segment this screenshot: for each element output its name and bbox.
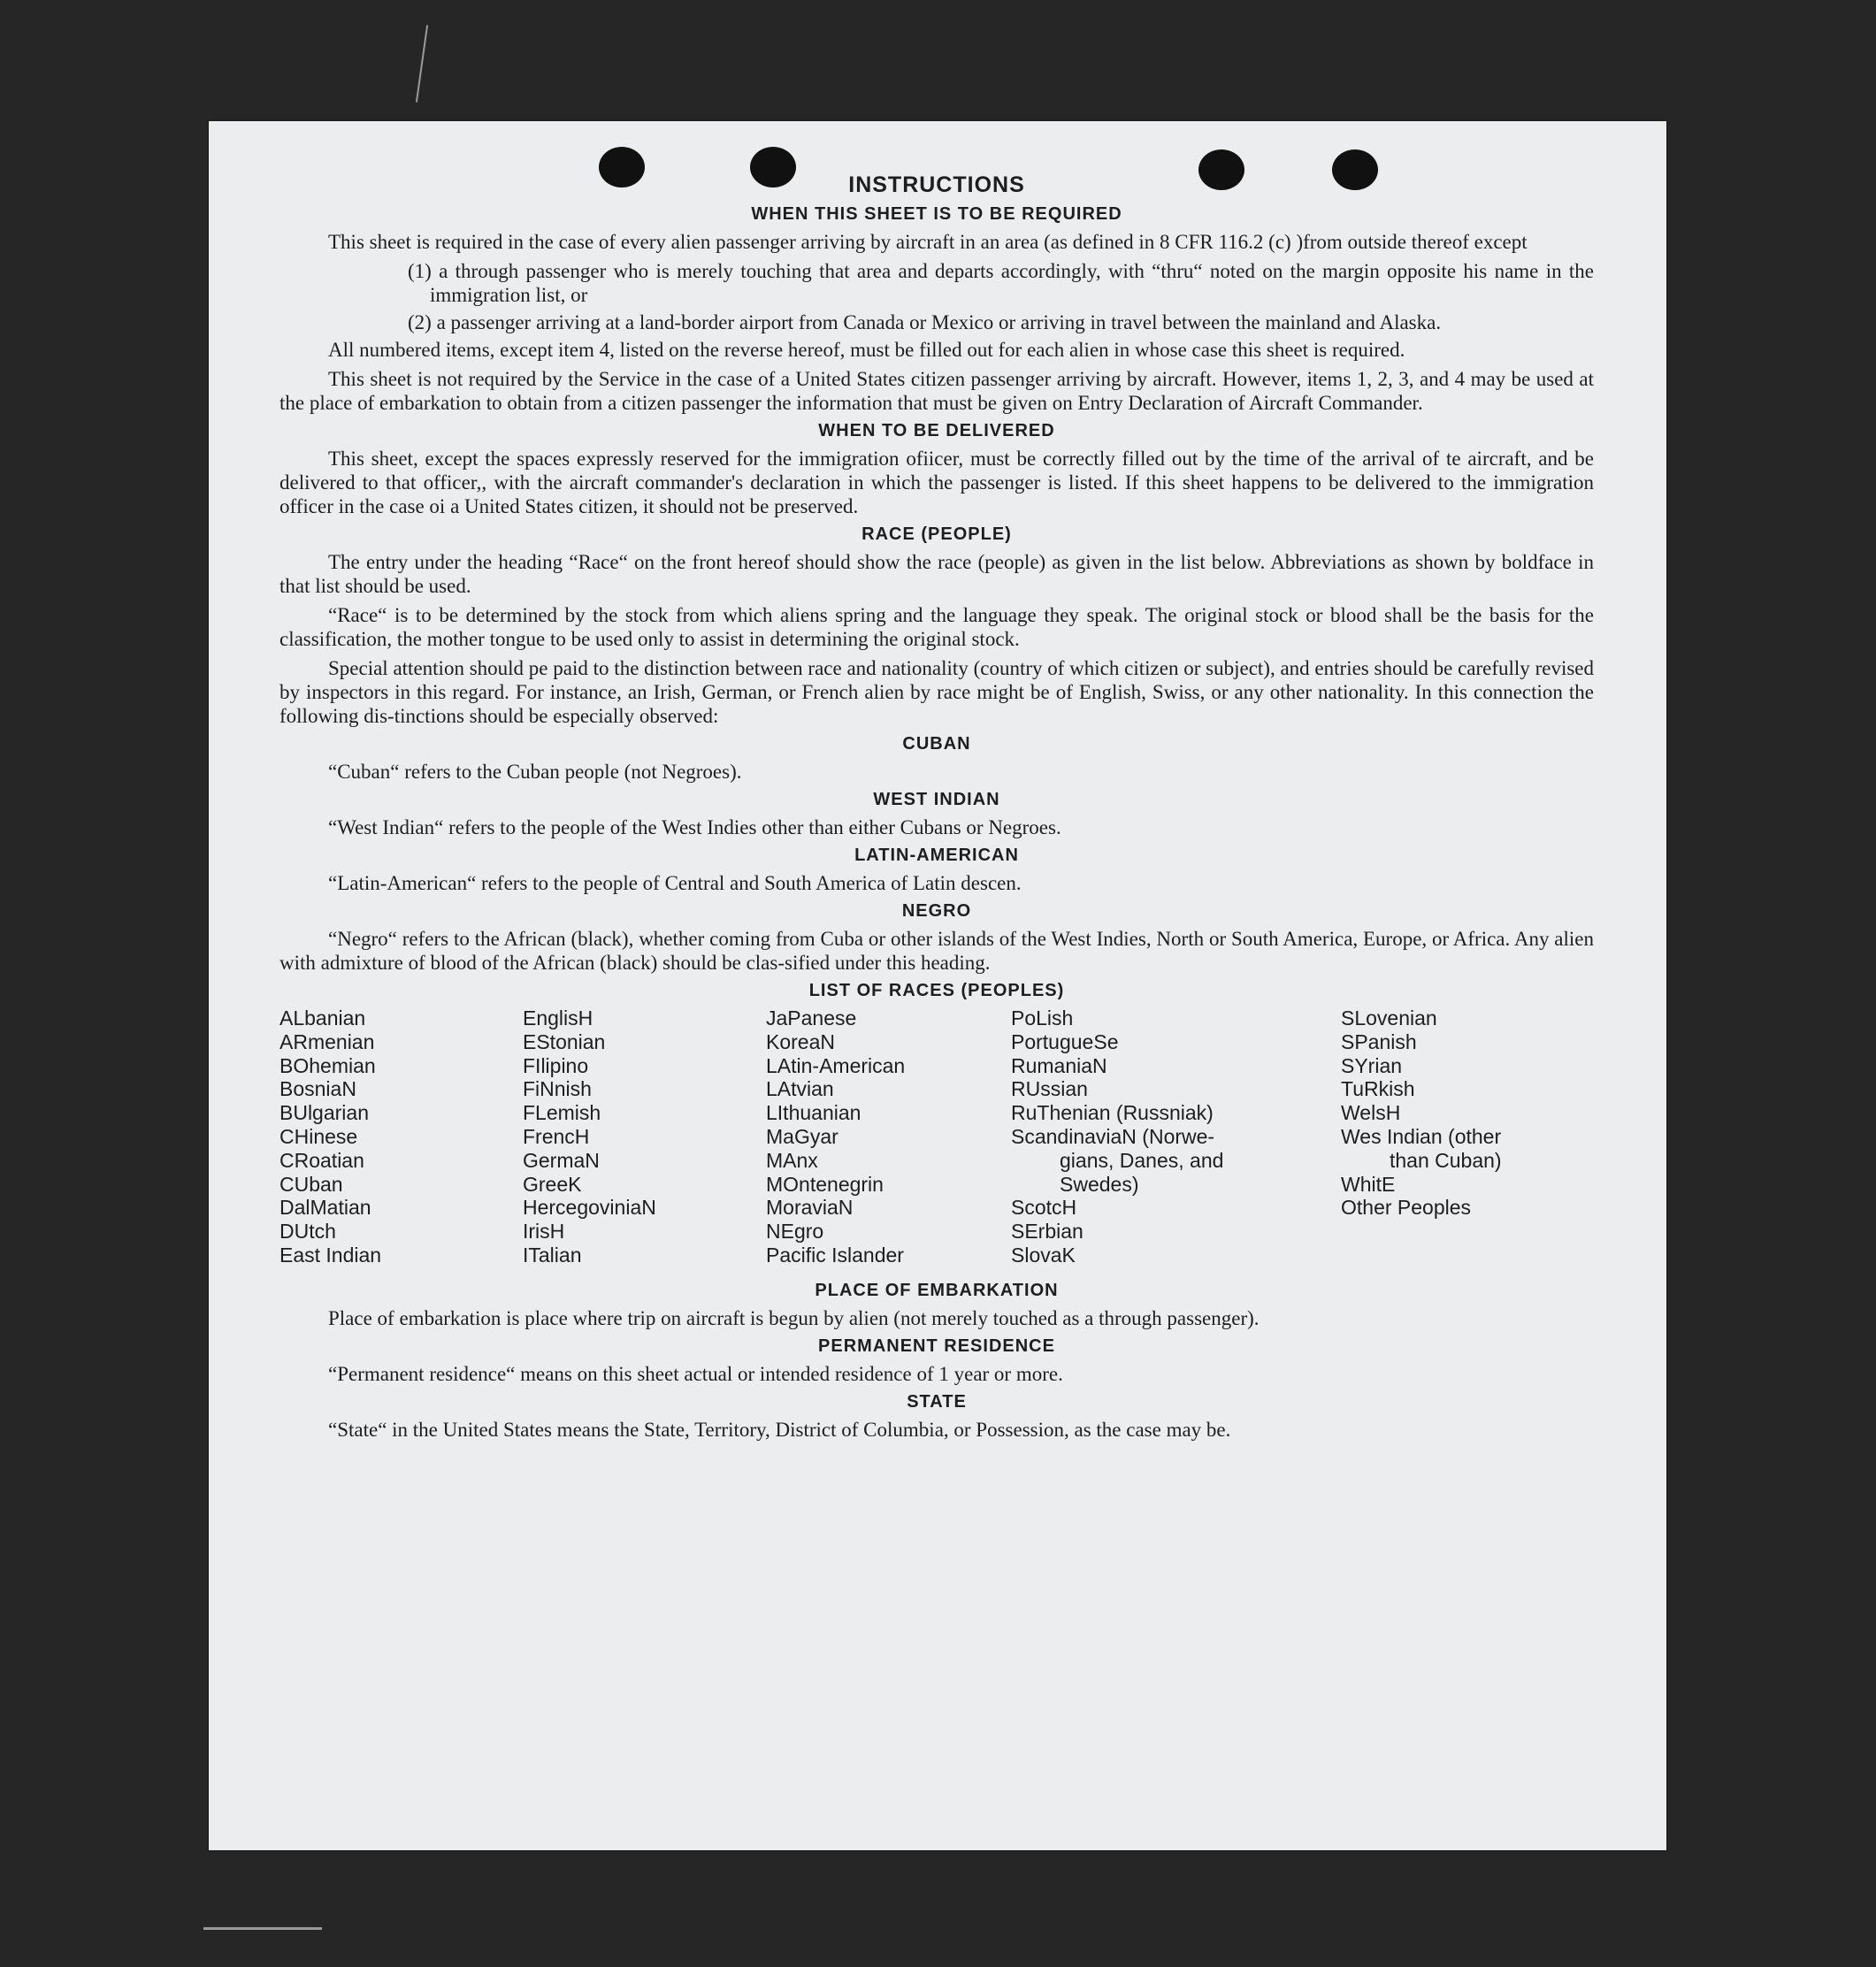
race-entry: SLovenian (1341, 1006, 1437, 1029)
race-column (1011, 1006, 1341, 1267)
race-entry: EStonian (523, 1029, 606, 1053)
race-entry: FIlipino (523, 1053, 589, 1077)
section-heading: RACE (PEOPLE) (861, 524, 1012, 544)
section-heading: PLACE OF EMBARKATION (815, 1280, 1059, 1300)
race-entry: CHinese (279, 1124, 358, 1148)
race-entry: WhitE (1341, 1172, 1396, 1196)
race-entry: PortugueSe (1011, 1029, 1119, 1053)
page-title: INSTRUCTIONS (848, 172, 1025, 197)
race-entry: LAtvian (766, 1077, 834, 1101)
race-entry: ALbanian (279, 1006, 366, 1029)
race-entry: BUlgarian (279, 1101, 369, 1125)
race-entry: SErbian (1011, 1220, 1083, 1244)
race-entry: LIthuanian (766, 1101, 861, 1125)
section-heading: WEST INDIAN (873, 790, 1000, 809)
document-page (209, 121, 1666, 1850)
race-entry: FiNnish (523, 1077, 592, 1101)
section-heading: CUBAN (902, 734, 971, 754)
paragraph: This sheet is not required by the Service in the case of a United States citizen passenger arriving by aircraft. However, items 1, 2, 3, and 4 may be used at the place of embarkation to obtain from a citizen passenger the information that must be given on Entry Declaration of Aircraft Commander. (279, 368, 1594, 414)
race-entry: LAtin-American (766, 1053, 906, 1077)
race-entry: gians, Danes, and (1060, 1148, 1224, 1172)
race-entry: ScandinaviaN (Norwe- (1011, 1124, 1215, 1148)
race-entry: East Indian (279, 1243, 382, 1267)
race-column (1341, 1006, 1594, 1267)
list-item: (2) a passenger arriving at a land-border airport from Canada or Mexico or arriving in travel between the mainland and Alaska. (408, 311, 1442, 333)
race-entry: HercegoviniaN (523, 1196, 656, 1220)
race-entry: FrencH (523, 1124, 590, 1148)
race-entry: GermaN (523, 1148, 600, 1172)
paragraph: “Latin-American“ refers to the people of Central and South America of Latin descen. (328, 872, 1022, 894)
paragraph: “State“ in the United States means the State, Territory, District of Columbia, or Possession, as the case may be. (328, 1418, 1231, 1441)
section-heading: WHEN TO BE DELIVERED (818, 421, 1055, 440)
paragraph: Place of embarkation is place where trip on aircraft is begun by alien (not merely touched as a through passenger). (328, 1306, 1260, 1329)
race-entry: IrisH (523, 1220, 565, 1244)
race-entry: ITalian (523, 1243, 582, 1267)
race-entry: RUssian (1011, 1077, 1088, 1101)
list-item: (1) a through passenger who is merely touching that area and departs accordingly, with “thru“ noted on the margin opposite his name in the immigration list, or (408, 260, 1594, 306)
paragraph: All numbered items, except item 4, listed on the reverse hereof, must be filled out for each alien in whose case this sheet is required. (328, 339, 1405, 361)
section-heading: NEGRO (901, 901, 972, 921)
paragraph: This sheet, except the spaces expressly reserved for the immigration ofiicer, must be correctly filled out by the time of the arrival of te aircraft, and be delivered to that officer,, with the aircraft commander's declaration in which the passenger is listed. If this sheet happens to be delivered to the immigration officer in the case oi a United States citizen, it should not be preserved. (279, 448, 1594, 517)
race-column (279, 1006, 523, 1267)
race-entry: Wes Indian (other (1341, 1124, 1502, 1148)
section-heading: LIST OF RACES (PEOPLES) (808, 981, 1065, 1000)
race-entry: ARmenian (279, 1029, 375, 1053)
instructions-body (279, 172, 1594, 1447)
race-entry: CRoatian (279, 1148, 364, 1172)
race-entry: SlovaK (1011, 1243, 1076, 1267)
paragraph: Special attention should pe paid to the distinction between race and nationality (country of which citizen or subject), and entries should be carefully revised by inspectors in this regard. For instance, an Irish, German, or French alien by race might be of English, Swiss, or any other nationality. In this connection the following dis-tinctions should be especially observed: (279, 657, 1594, 727)
paragraph: This sheet is required in the case of every alien passenger arriving by aircraft in an area (as defined in 8 CFR 116.2 (c) )from outside thereof except (328, 231, 1528, 253)
race-column (766, 1006, 1011, 1267)
race-entry: than Cuban) (1390, 1148, 1502, 1172)
race-entry: FLemish (523, 1101, 601, 1125)
race-entry: MaGyar (766, 1124, 838, 1148)
race-entry: DUtch (279, 1220, 336, 1244)
race-column (523, 1006, 766, 1267)
race-entry: RumaniaN (1011, 1053, 1107, 1077)
race-entry: GreeK (523, 1172, 582, 1196)
section-heading: STATE (907, 1391, 967, 1412)
race-entry: Other Peoples (1341, 1196, 1472, 1220)
race-entry: MOntenegrin (766, 1172, 884, 1196)
race-entry: MoraviaN (766, 1196, 854, 1220)
race-entry: BOhemian (279, 1053, 376, 1077)
race-entry: SYrian (1341, 1053, 1403, 1077)
section-heading: PERMANENT RESIDENCE (818, 1336, 1055, 1356)
section-heading: WHEN THIS SHEET IS TO BE REQUIRED (751, 204, 1122, 224)
paragraph: “West Indian“ refers to the people of the West Indies other than either Cubans or Negroes. (328, 816, 1061, 838)
paragraph: “Race“ is to be determined by the stock from which aliens spring and the language they speak. The original stock or blood shall be the basis for the classification, the mother tongue to be used only to assist in determining the original stock. (279, 604, 1594, 650)
paragraph: “Permanent residence“ means on this sheet actual or intended residence of 1 year or more. (328, 1362, 1063, 1385)
race-entry: SPanish (1341, 1029, 1417, 1053)
section-heading: LATIN-AMERICAN (854, 846, 1019, 865)
race-entry: PoLish (1011, 1006, 1074, 1029)
race-entry: EnglisH (523, 1006, 593, 1029)
race-entry: Swedes) (1060, 1172, 1139, 1196)
race-entry: ScotcH (1011, 1196, 1077, 1220)
paragraph: “Cuban“ refers to the Cuban people (not Negroes). (328, 761, 742, 783)
paragraph: “Negro“ refers to the African (black), whether coming from Cuba or other islands of the West Indies, North or South America, Europe, or Africa. Any alien with admixture of blood of the African (black) should be clas-sified under this heading. (279, 928, 1594, 974)
race-entry: CUban (279, 1172, 343, 1196)
race-entry: DalMatian (279, 1196, 371, 1220)
race-list (279, 1006, 1594, 1267)
race-entry: NEgro (766, 1220, 824, 1244)
race-entry: Pacific Islander (766, 1243, 904, 1267)
race-entry: RuThenian (Russniak) (1011, 1101, 1214, 1125)
scan-mark (416, 25, 428, 102)
race-entry: BosniaN (279, 1077, 356, 1101)
race-entry: WelsH (1341, 1101, 1401, 1125)
paragraph: The entry under the heading “Race“ on the front hereof should show the race (people) as given in the list below. Abbreviations as shown by boldface in that list should be used. (279, 551, 1594, 597)
scan-mark (203, 1927, 322, 1930)
race-entry: MAnx (766, 1148, 818, 1172)
race-entry: JaPanese (766, 1006, 857, 1029)
race-entry: TuRkish (1341, 1077, 1415, 1101)
race-entry: KoreaN (766, 1029, 835, 1053)
